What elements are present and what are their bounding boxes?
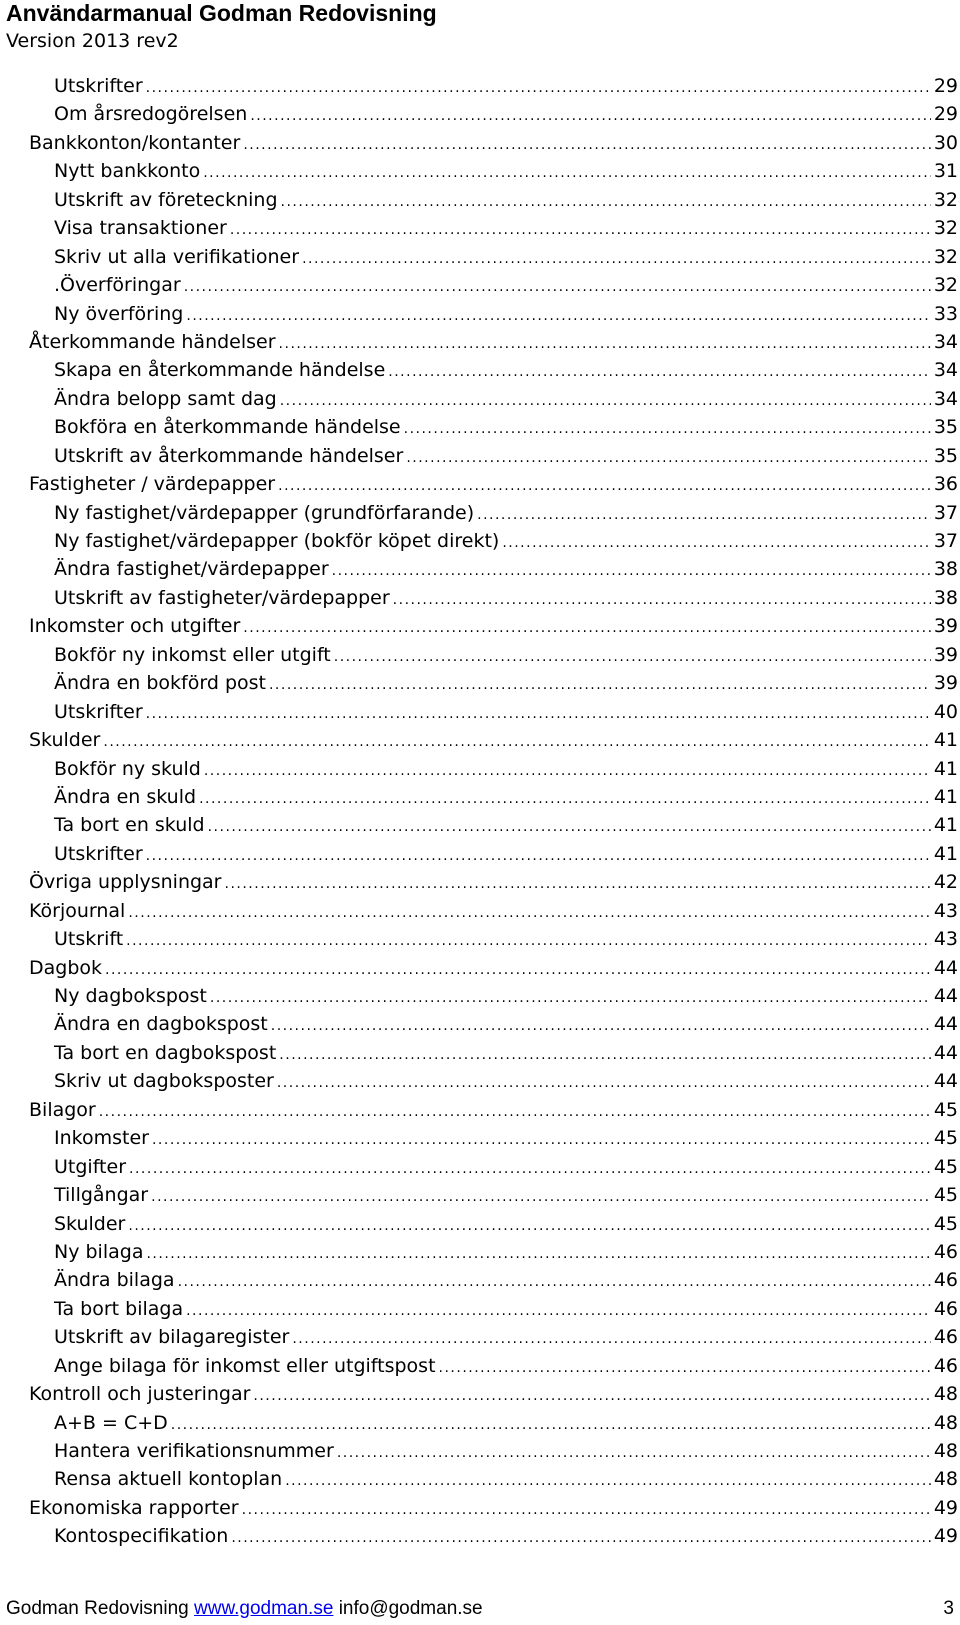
toc-leader-dots	[279, 1041, 931, 1069]
toc-entry-page: 46	[933, 1326, 958, 1349]
toc-entry-page: 34	[933, 330, 958, 353]
toc-entry-label: Utskrifter	[54, 842, 143, 865]
toc-entry-label: Hantera verifikationsnummer	[54, 1440, 334, 1462]
toc-entry[interactable]	[29, 584, 958, 612]
toc-entry[interactable]	[29, 1522, 958, 1550]
toc-entry-page: 40	[933, 700, 958, 723]
toc-leader-dots	[151, 1183, 931, 1211]
toc-entry[interactable]	[29, 72, 958, 100]
toc-entry[interactable]	[29, 555, 958, 583]
toc-entry-page: 31	[933, 160, 958, 183]
toc-entry-label: Fastigheter / värdepapper	[29, 473, 276, 496]
toc-leader-dots	[242, 1496, 931, 1524]
toc-leader-dots	[231, 1524, 931, 1552]
toc-entry-label: Skulder	[29, 729, 101, 752]
toc-entry-page: 44	[933, 1041, 958, 1064]
toc-leader-dots	[332, 557, 931, 585]
toc-entry-label: Ändra bilaga	[54, 1269, 175, 1292]
toc-entry-label: Tillgångar	[54, 1184, 149, 1207]
toc-leader-dots	[208, 813, 931, 841]
toc-entry-page: 37	[933, 530, 958, 552]
toc-leader-dots	[171, 1411, 931, 1439]
toc-leader-dots	[225, 870, 931, 898]
toc-entry[interactable]	[29, 356, 958, 384]
toc-leader-dots	[146, 1240, 930, 1268]
toc-entry-label: Skriv ut alla verifikationer	[54, 245, 300, 268]
toc-entry-page: 41	[933, 814, 958, 837]
toc-entry-page: 46	[933, 1354, 958, 1377]
toc-entry-page: 41	[933, 729, 958, 752]
toc-entry-page: 44	[933, 985, 958, 1007]
toc-entry-label: Ny överföring	[54, 302, 184, 325]
toc-entry-label: Ändra en dagbokspost	[54, 1013, 268, 1036]
toc-entry[interactable]	[29, 1323, 958, 1351]
toc-entry[interactable]	[29, 1153, 958, 1181]
toc-entry-label: Ändra belopp samt dag	[54, 387, 277, 410]
toc-entry[interactable]	[29, 868, 958, 896]
toc-entry-page: 48	[933, 1383, 958, 1406]
toc-leader-dots	[203, 159, 931, 187]
toc-entry-page: 45	[933, 1184, 958, 1207]
toc-entry-label: .Överföringar	[54, 274, 181, 297]
toc-leader-dots	[186, 1297, 931, 1325]
toc-entry-page: 33	[933, 302, 958, 325]
toc-entry-page: 39	[933, 643, 958, 666]
toc-entry-label: Kontospecifikation	[54, 1525, 229, 1548]
toc-entry-label: Bilagor	[29, 1098, 96, 1121]
toc-leader-dots	[129, 1155, 931, 1183]
toc-leader-dots	[243, 614, 931, 642]
toc-entry[interactable]	[29, 157, 958, 185]
toc-entry-page: 35	[933, 416, 958, 439]
toc-entry[interactable]	[29, 527, 958, 555]
toc-entry-page: 41	[933, 842, 958, 865]
toc-entry-label: Utskrift av fastigheter/värdepapper	[54, 586, 390, 609]
toc-entry-page: 37	[933, 501, 958, 524]
toc-entry[interactable]	[29, 100, 958, 128]
toc-entry-label: Skriv ut dagboksposter	[54, 1070, 274, 1093]
toc-entry[interactable]	[29, 129, 958, 157]
toc-entry-page: 44	[933, 956, 958, 979]
toc-leader-dots	[388, 358, 931, 386]
toc-entry-label: Ny bilaga	[54, 1240, 144, 1263]
toc-leader-dots	[250, 102, 931, 130]
toc-entry-page: 43	[933, 928, 958, 951]
toc-entry-label: A+B = C+D	[54, 1411, 168, 1434]
toc-leader-dots	[199, 785, 931, 813]
toc-entry[interactable]	[29, 783, 958, 811]
toc-entry[interactable]	[29, 755, 958, 783]
toc-entry-page: 35	[933, 444, 958, 467]
toc-leader-dots	[146, 74, 931, 102]
document-version: Version 2013 rev2	[6, 30, 179, 52]
toc-entry[interactable]	[29, 1437, 958, 1465]
toc-entry-page: 29	[933, 103, 958, 126]
toc-entry-page: 39	[933, 615, 958, 638]
toc-leader-dots	[99, 1098, 931, 1126]
toc-entry-page: 42	[933, 871, 958, 894]
toc-entry-page: 38	[933, 558, 958, 581]
toc-entry-page: 45	[933, 1127, 958, 1150]
toc-entry[interactable]	[29, 214, 958, 242]
toc-entry-label: Om årsredogörelsen	[54, 103, 248, 126]
footer-company: Godman Redovisning	[6, 1598, 189, 1619]
toc-entry[interactable]	[29, 1067, 958, 1095]
toc-entry-label: Visa transaktioner	[54, 217, 227, 240]
toc-entry-label: Utskrift av bilagaregister	[54, 1326, 290, 1349]
toc-leader-dots	[393, 586, 931, 614]
toc-entry[interactable]	[29, 1352, 958, 1380]
toc-entry[interactable]	[29, 271, 958, 299]
toc-entry[interactable]	[29, 840, 958, 868]
toc-entry-page: 39	[933, 672, 958, 695]
toc-leader-dots	[502, 529, 930, 557]
toc-entry-label: Nytt bankkonto	[54, 160, 201, 183]
toc-leader-dots	[146, 700, 931, 728]
toc-entry-page: 38	[933, 586, 958, 609]
toc-entry-page: 34	[933, 359, 958, 382]
toc-entry-page: 49	[933, 1525, 958, 1548]
toc-leader-dots	[128, 1212, 930, 1240]
toc-entry-label: Återkommande händelser	[29, 330, 276, 353]
toc-leader-dots	[243, 131, 931, 159]
toc-leader-dots	[253, 1382, 930, 1410]
toc-entry-label: Ta bort en dagbokspost	[54, 1041, 277, 1064]
toc-entry[interactable]	[29, 811, 958, 839]
toc-entry-page: 44	[933, 1013, 958, 1036]
toc-entry[interactable]	[29, 1380, 958, 1408]
toc-leader-dots	[230, 216, 931, 244]
toc-entry-label: Övriga upplysningar	[29, 871, 222, 894]
toc-entry-page: 46	[933, 1240, 958, 1263]
toc-entry-page: 45	[933, 1098, 958, 1121]
toc-entry-label: Inkomster	[54, 1127, 149, 1150]
toc-leader-dots	[337, 1439, 931, 1467]
toc-entry-label: Bokföra en återkommande händelse	[54, 416, 401, 439]
toc-entry[interactable]	[29, 612, 958, 640]
footer-website-link[interactable]: www.godman.se	[194, 1598, 334, 1619]
toc-leader-dots	[204, 757, 931, 785]
toc-entry-label: Bokför ny skuld	[54, 757, 201, 780]
toc-entry-label: Ändra en bokförd post	[54, 672, 266, 695]
toc-entry-label: Bankkonton/kontanter	[29, 131, 241, 154]
toc-leader-dots	[210, 984, 931, 1012]
toc-entry[interactable]	[29, 413, 958, 441]
toc-entry-page: 32	[933, 245, 958, 268]
toc-leader-dots	[279, 330, 931, 358]
toc-leader-dots	[477, 501, 931, 529]
toc-entry[interactable]	[29, 300, 958, 328]
toc-entry[interactable]	[29, 1181, 958, 1209]
toc-leader-dots	[334, 643, 931, 671]
toc-entry[interactable]	[29, 1409, 958, 1437]
toc-leader-dots	[278, 472, 931, 500]
toc-entry[interactable]	[29, 442, 958, 470]
toc-entry-page: 32	[933, 217, 958, 240]
toc-leader-dots	[128, 899, 930, 927]
document-title: Användarmanual Godman Redovisning	[6, 0, 437, 26]
toc-entry[interactable]	[29, 641, 958, 669]
toc-entry-label: Rensa aktuell kontoplan	[54, 1468, 283, 1491]
toc-leader-dots	[178, 1268, 931, 1296]
toc-entry[interactable]	[29, 1266, 958, 1294]
toc-entry-page: 41	[933, 785, 958, 808]
toc-leader-dots	[439, 1354, 931, 1382]
toc-entry-page: 48	[933, 1468, 958, 1491]
toc-entry-label: Kontroll och justeringar	[29, 1383, 251, 1406]
toc-entry-label: Ändra en skuld	[54, 785, 197, 808]
toc-leader-dots	[292, 1325, 930, 1353]
toc-entry-label: Ekonomiska rapporter	[29, 1496, 239, 1519]
toc-entry-label: Ta bort en skuld	[54, 814, 205, 837]
toc-leader-dots	[126, 927, 931, 955]
toc-entry-label: Ange bilaga för inkomst eller utgiftspost	[54, 1354, 436, 1377]
toc-entry-label: Utskrifter	[54, 700, 143, 723]
toc-leader-dots	[103, 728, 930, 756]
toc-entry[interactable]	[29, 1238, 958, 1266]
toc-entry[interactable]	[29, 1465, 958, 1493]
toc-entry-label: Skapa en återkommande händelse	[54, 359, 386, 382]
toc-entry[interactable]	[29, 954, 958, 982]
toc-entry[interactable]	[29, 1124, 958, 1152]
toc-entry[interactable]	[29, 243, 958, 271]
table-of-contents	[29, 72, 958, 1551]
toc-leader-dots	[105, 956, 931, 984]
toc-entry-page: 43	[933, 899, 958, 922]
toc-entry-page: 29	[933, 75, 958, 97]
toc-entry-page: 48	[933, 1440, 958, 1462]
footer-email: info@godman.se	[338, 1598, 483, 1619]
toc-entry-label: Utskrift	[54, 928, 124, 951]
toc-entry[interactable]	[29, 1494, 958, 1522]
toc-entry[interactable]	[29, 1295, 958, 1323]
toc-leader-dots	[280, 387, 931, 415]
toc-entry-label: Ta bort bilaga	[54, 1297, 184, 1320]
toc-entry-label: Utskrifter	[54, 75, 143, 97]
toc-entry-page: 41	[933, 757, 958, 780]
toc-entry[interactable]	[29, 1210, 958, 1238]
toc-entry-page: 46	[933, 1297, 958, 1320]
toc-entry-page: 34	[933, 387, 958, 410]
toc-entry-page: 32	[933, 274, 958, 297]
toc-entry[interactable]	[29, 897, 958, 925]
toc-entry[interactable]	[29, 1096, 958, 1124]
toc-entry[interactable]	[29, 385, 958, 413]
toc-leader-dots	[285, 1467, 931, 1495]
toc-entry-page: 49	[933, 1496, 958, 1519]
toc-leader-dots	[404, 415, 931, 443]
toc-entry[interactable]	[29, 726, 958, 754]
toc-leader-dots	[269, 671, 931, 699]
page-header	[6, 0, 437, 53]
toc-entry[interactable]	[29, 1039, 958, 1067]
toc-entry-page: 44	[933, 1070, 958, 1093]
toc-entry[interactable]	[29, 499, 958, 527]
toc-entry-page: 30	[933, 131, 958, 154]
toc-leader-dots	[277, 1069, 931, 1097]
toc-entry-page: 46	[933, 1269, 958, 1292]
toc-entry[interactable]	[29, 328, 958, 356]
toc-entry-page: 45	[933, 1155, 958, 1178]
page-number: 3	[943, 1598, 954, 1619]
toc-entry-label: Ny dagbokspost	[54, 985, 207, 1007]
toc-entry-label: Skulder	[54, 1212, 126, 1235]
toc-leader-dots	[281, 188, 931, 216]
page-footer	[6, 1597, 954, 1621]
toc-entry-page: 45	[933, 1212, 958, 1235]
toc-entry[interactable]	[29, 698, 958, 726]
toc-leader-dots	[184, 273, 931, 301]
toc-entry-label: Bokför ny inkomst eller utgift	[54, 643, 331, 666]
toc-leader-dots	[302, 245, 931, 273]
toc-entry-label: Ändra fastighet/värdepapper	[54, 558, 329, 581]
toc-entry-label: Dagbok	[29, 956, 103, 979]
toc-entry[interactable]	[29, 925, 958, 953]
toc-leader-dots	[146, 842, 931, 870]
toc-entry-label: Ny fastighet/värdepapper (bokför köpet direkt)	[54, 530, 500, 552]
toc-entry-label: Utskrift av företeckning	[54, 188, 278, 211]
toc-leader-dots	[406, 444, 931, 472]
toc-entry-label: Körjournal	[29, 899, 126, 922]
toc-entry-label: Utskrift av återkommande händelser	[54, 444, 404, 467]
toc-entry-label: Utgifter	[54, 1155, 127, 1178]
toc-entry[interactable]	[29, 982, 958, 1010]
toc-entry-page: 32	[933, 188, 958, 211]
toc-leader-dots	[271, 1012, 931, 1040]
toc-entry[interactable]	[29, 470, 958, 498]
toc-entry-page: 48	[933, 1411, 958, 1434]
toc-leader-dots	[152, 1126, 931, 1154]
toc-entry[interactable]	[29, 186, 958, 214]
toc-entry-label: Ny fastighet/värdepapper (grundförfarande)	[54, 501, 475, 524]
toc-leader-dots	[186, 302, 930, 330]
toc-entry-page: 36	[933, 473, 958, 496]
toc-entry[interactable]	[29, 1010, 958, 1038]
toc-entry[interactable]	[29, 669, 958, 697]
toc-entry-label: Inkomster och utgifter	[29, 615, 241, 638]
